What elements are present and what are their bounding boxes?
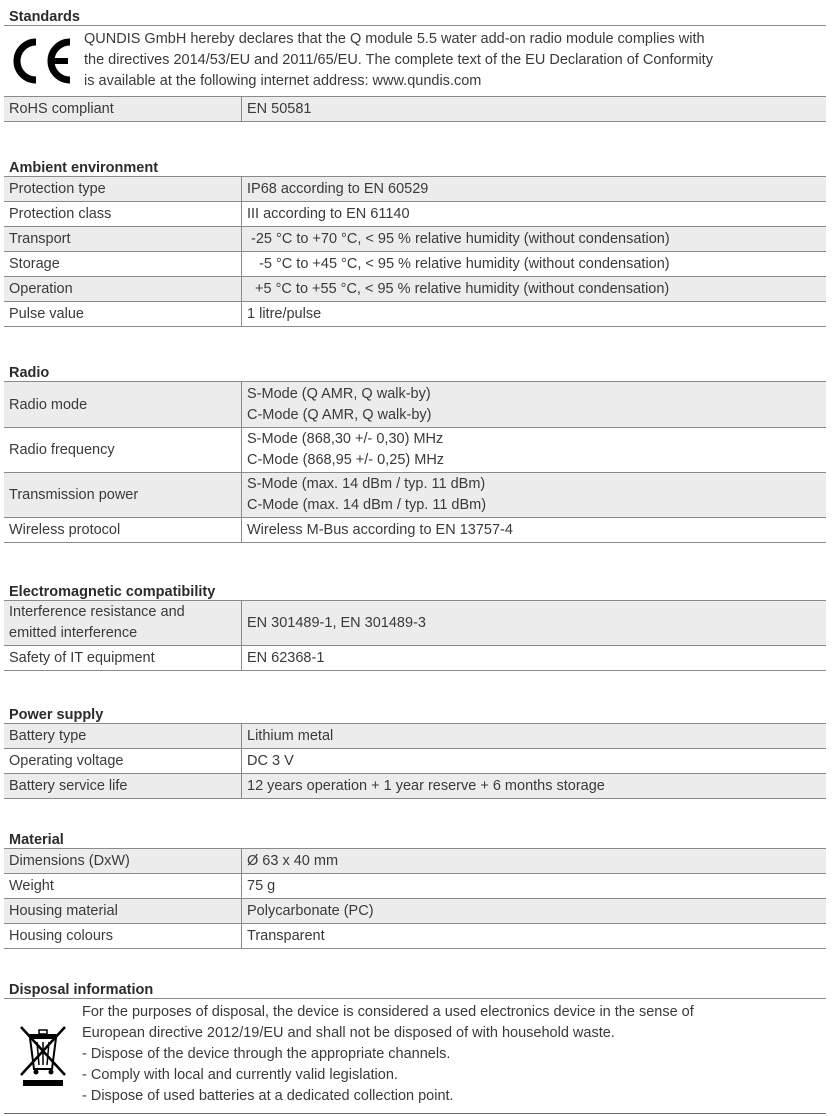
table-row — [4, 428, 826, 473]
row-label: Radio mode — [4, 382, 242, 427]
row-value: DC 3 V — [247, 752, 294, 769]
disposal-line: European directive 2012/19/EU and shall not be disposed of with household waste. — [82, 1025, 615, 1041]
row-value: -25 °C to +70 °C, < 95 % relative humidity (without condensation) — [247, 230, 670, 247]
row-label: Safety of IT equipment — [4, 646, 242, 670]
ce-mark-icon — [4, 26, 84, 96]
row-value-line: C-Mode (868,95 +/- 0,25) MHz — [247, 452, 445, 468]
disposal-line: - Dispose of the device through the appropriate channels. — [82, 1046, 451, 1062]
section-title-disposal: Disposal information — [4, 949, 826, 999]
disposal-row — [4, 999, 826, 1114]
row-value-line: S-Mode (868,30 +/- 0,30) MHz — [247, 431, 444, 447]
section-title-emc: Electromagnetic compatibility — [4, 543, 826, 601]
row-label — [4, 601, 242, 645]
table-row — [4, 302, 826, 327]
row-value: Ø 63 x 40 mm — [247, 852, 339, 869]
disposal-text — [82, 999, 826, 1113]
section-title-power: Power supply — [4, 671, 826, 724]
row-label: Battery service life — [4, 774, 242, 798]
row-label: Protection type — [4, 177, 242, 201]
row-value: EN 62368-1 — [247, 649, 325, 666]
row-value-line: S-Mode (max. 14 dBm / typ. 11 dBm) — [247, 476, 486, 492]
row-value: IP68 according to EN 60529 — [247, 180, 429, 197]
table-row — [4, 646, 826, 671]
spec-page — [4, 0, 826, 1114]
ce-declaration-text — [84, 26, 826, 96]
table-row — [4, 227, 826, 252]
row-value: +5 °C to +55 °C, < 95 % relative humidity (without condensation) — [247, 280, 670, 297]
row-value: EN 50581 — [247, 100, 312, 117]
table-row — [4, 97, 826, 122]
row-value — [242, 382, 826, 427]
row-label: Transport — [4, 227, 242, 251]
table-row — [4, 749, 826, 774]
row-label: Housing material — [4, 899, 242, 923]
row-label: Operation — [4, 277, 242, 301]
disposal-line: - Comply with local and currently valid legislation. — [82, 1067, 398, 1083]
row-label: Dimensions (DxW) — [4, 849, 242, 873]
table-row — [4, 849, 826, 874]
table-row — [4, 874, 826, 899]
row-value: Lithium metal — [247, 727, 334, 744]
section-title-standards: Standards — [4, 0, 826, 26]
ce-declaration-line: the directives 2014/53/EU and 2011/65/EU. The complete text of the EU Declaration of Conformity — [84, 52, 713, 68]
row-label: Wireless protocol — [4, 518, 242, 542]
row-label: Operating voltage — [4, 749, 242, 773]
table-row — [4, 473, 826, 518]
row-label: Storage — [4, 252, 242, 276]
row-label: Battery type — [4, 724, 242, 748]
section-title-material: Material — [4, 799, 826, 849]
row-value: Polycarbonate (PC) — [247, 902, 374, 919]
row-value-line: C-Mode (Q AMR, Q walk-by) — [247, 406, 432, 423]
row-label: Pulse value — [4, 302, 242, 326]
row-value: -5 °C to +45 °C, < 95 % relative humidity (without condensation) — [247, 255, 670, 272]
row-value: EN 301489-1, EN 301489-3 — [247, 614, 426, 631]
table-row — [4, 277, 826, 302]
row-value-line: C-Mode (max. 14 dBm / typ. 11 dBm) — [247, 497, 487, 513]
table-row — [4, 774, 826, 799]
ce-declaration-line: QUNDIS GmbH hereby declares that the Q module 5.5 water add-on radio module complies with — [84, 31, 705, 47]
row-value-line: S-Mode (Q AMR, Q walk-by) — [247, 385, 431, 402]
row-label-line: Interference resistance and — [9, 604, 185, 620]
table-row — [4, 202, 826, 227]
disposal-line: - Dispose of used batteries at a dedicated collection point. — [82, 1088, 454, 1104]
crossed-out-bin-icon — [4, 999, 82, 1113]
table-row — [4, 518, 826, 543]
row-label-line: emitted interference — [9, 625, 138, 641]
disposal-line: For the purposes of disposal, the device is considered a used electronics device in the sense of — [82, 1004, 694, 1020]
row-label: Weight — [4, 874, 242, 898]
section-title-ambient: Ambient environment — [4, 122, 826, 177]
row-label: Transmission power — [4, 473, 242, 517]
row-label: Protection class — [4, 202, 242, 226]
ce-declaration-line: is available at the following internet address: www.qundis.com — [84, 73, 482, 89]
row-value: 75 g — [247, 877, 276, 894]
table-row — [4, 724, 826, 749]
table-row — [4, 177, 826, 202]
row-label: Housing colours — [4, 924, 242, 948]
row-value: III according to EN 61140 — [247, 205, 410, 222]
row-value: 12 years operation + 1 year reserve + 6 months storage — [247, 777, 605, 794]
table-row — [4, 252, 826, 277]
row-value: Transparent — [247, 927, 325, 944]
section-title-radio: Radio — [4, 327, 826, 382]
table-row — [4, 601, 826, 646]
row-value: 1 litre/pulse — [247, 305, 322, 322]
row-value — [242, 428, 826, 472]
row-value — [242, 473, 826, 517]
table-row — [4, 382, 826, 428]
ce-declaration-row — [4, 26, 826, 97]
row-label: Radio frequency — [4, 428, 242, 472]
table-row — [4, 924, 826, 949]
row-label: RoHS compliant — [4, 97, 242, 121]
table-row — [4, 899, 826, 924]
row-value: Wireless M-Bus according to EN 13757-4 — [247, 521, 513, 538]
